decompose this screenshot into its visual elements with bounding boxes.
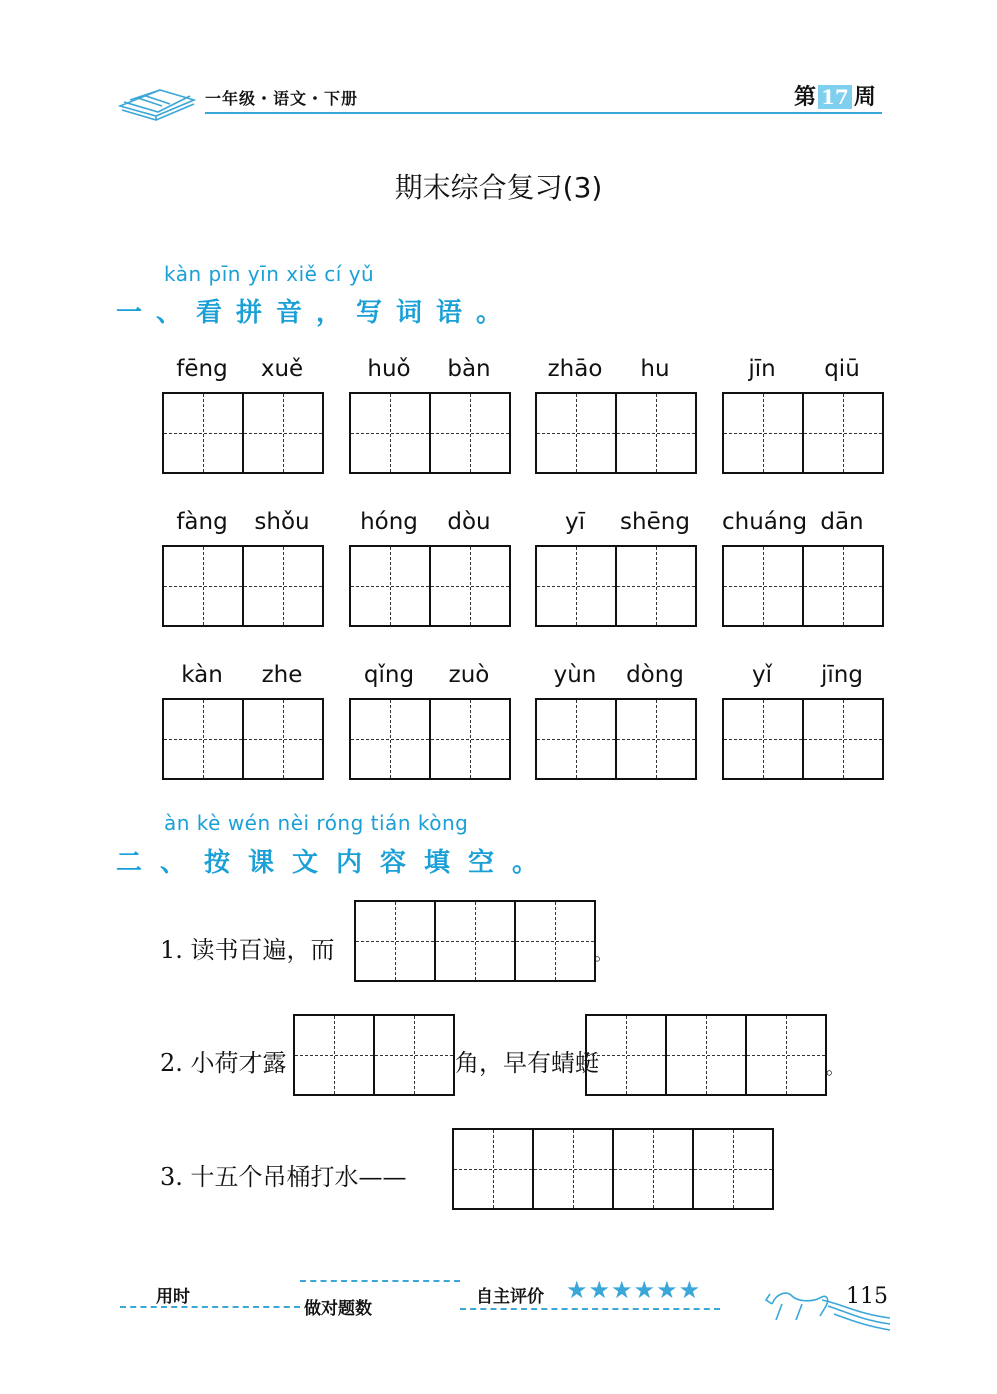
footer-dash-right [460, 1308, 720, 1310]
question-1-answer-boxes[interactable] [354, 900, 596, 982]
word-answer-boxes[interactable] [535, 392, 697, 474]
word-answer-boxes[interactable] [349, 392, 511, 474]
correct-count-label: 做对题数 [304, 1299, 372, 1319]
word-answer-boxes[interactable] [349, 698, 511, 780]
open-book-icon [116, 76, 198, 122]
pinyin-syllable: qǐng [363, 662, 415, 688]
question-1-text: 1. 读书百遍，而 [160, 936, 335, 964]
question-2-answer-boxes-a[interactable] [293, 1014, 455, 1096]
pinyin-syllable: jīn [748, 356, 776, 382]
question-2-answer-boxes-b[interactable] [585, 1014, 827, 1096]
word-answer-boxes[interactable] [722, 392, 884, 474]
question-2-mid-text: 角，早有蜻蜓 [455, 1049, 599, 1077]
page-title: 期末综合复习(3) [394, 171, 603, 204]
word-answer-boxes[interactable] [722, 698, 884, 780]
pinyin-syllable: yùn [553, 662, 597, 688]
question-2-text: 2. 小荷才露 [160, 1049, 287, 1077]
pinyin-syllable: qiū [824, 356, 860, 382]
footer-dash-left [120, 1306, 300, 1308]
pinyin-syllable: yǐ [751, 662, 772, 688]
question-2-period: 。 [826, 1058, 844, 1079]
word-answer-boxes[interactable] [722, 545, 884, 627]
pinyin-syllable: kàn [181, 662, 223, 688]
self-evaluation-label: 自主评价 [476, 1287, 544, 1307]
pinyin-syllable: shēng [620, 509, 690, 535]
pinyin-syllable: dān [820, 509, 864, 535]
pinyin-syllable: fēng [176, 356, 228, 382]
week-suffix: 周 [853, 85, 876, 110]
word-answer-boxes[interactable] [162, 698, 324, 780]
week-number: 17 [818, 85, 852, 109]
pinyin-syllable: yī [564, 509, 585, 535]
pinyin-syllable: hu [640, 356, 670, 382]
word-answer-boxes[interactable] [349, 545, 511, 627]
pinyin-syllable: huǒ [367, 356, 411, 382]
pinyin-syllable: zhe [261, 662, 303, 688]
pinyin-syllable: bàn [447, 356, 491, 382]
pinyin-syllable: fàng [176, 509, 228, 535]
word-answer-boxes[interactable] [535, 698, 697, 780]
time-label: 用时 [156, 1287, 190, 1307]
section1-pinyin: kàn pīn yīn xiě cí yǔ [164, 262, 375, 286]
week-label [794, 80, 876, 111]
page-number: 115 [846, 1284, 888, 1309]
question-3-answer-boxes[interactable] [452, 1128, 774, 1210]
section2-heading: 二、按课文内容填空。 [116, 848, 557, 878]
pinyin-syllable: zuò [448, 662, 490, 688]
word-answer-boxes[interactable] [162, 392, 324, 474]
footer-dash-mid [300, 1280, 460, 1282]
pinyin-syllable: chuáng [722, 509, 808, 535]
header-divider [205, 112, 882, 114]
pinyin-syllable: dòng [626, 662, 684, 688]
pinyin-syllable: dòu [447, 509, 491, 535]
pinyin-syllable: jīng [821, 662, 863, 688]
grade-label: 一年级・语文・下册 [205, 89, 359, 108]
pinyin-syllable: xuě [260, 356, 304, 382]
pinyin-syllable: zhāo [547, 356, 603, 382]
question-1-period: 。 [594, 944, 612, 965]
section1-heading: 一、看拼音，写词语。 [116, 298, 517, 328]
word-answer-boxes[interactable] [535, 545, 697, 627]
rating-stars[interactable]: ★★★★★★ [566, 1276, 702, 1304]
section2-pinyin: àn kè wén nèi róng tián kòng [164, 811, 469, 835]
pinyin-syllable: hóng [360, 509, 418, 535]
word-answer-boxes[interactable] [162, 545, 324, 627]
week-prefix: 第 [794, 85, 817, 110]
pinyin-syllable: shǒu [254, 509, 310, 535]
question-3-text: 3. 十五个吊桶打水—— [160, 1163, 407, 1191]
